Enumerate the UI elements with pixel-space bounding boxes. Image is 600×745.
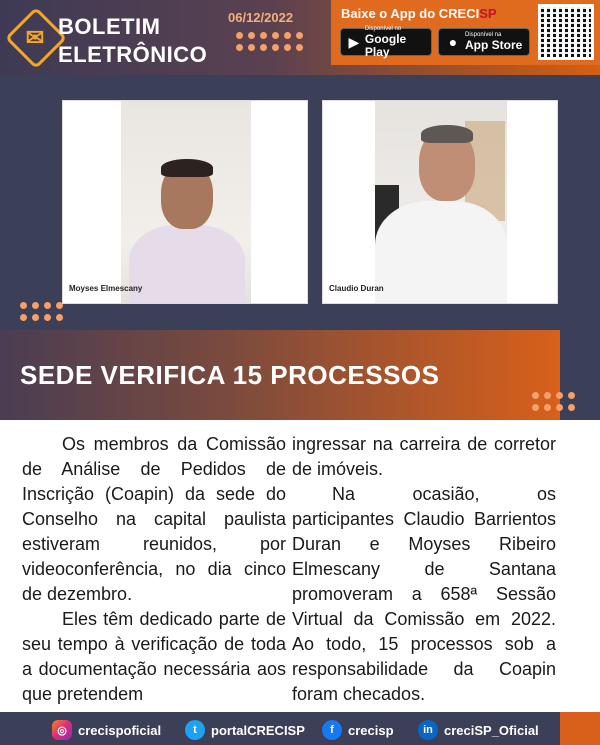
apple-icon: ● <box>448 34 458 50</box>
facebook-link[interactable] <box>322 719 394 741</box>
article-headline: SEDE VERIFICA 15 PROCESSOS <box>20 360 440 390</box>
linkedin-icon: in <box>418 720 438 740</box>
app-brand: CRECI <box>438 6 480 21</box>
video-call-photo-2 <box>322 100 558 304</box>
linkedin-link[interactable] <box>418 719 539 741</box>
qr-code[interactable] <box>538 4 594 60</box>
twitter-handle: portalCRECISP <box>211 722 305 738</box>
instagram-link[interactable] <box>52 719 161 741</box>
facebook-handle: crecisp <box>348 722 394 738</box>
google-play-icon: ▶ <box>348 33 360 50</box>
camera-frame <box>375 101 507 303</box>
twitter-icon: t <box>185 720 205 740</box>
newsletter-icon-glyph: ✉ <box>25 25 45 50</box>
article-paragraph: Os membros da Comissão de Análise de Pedidos de Inscrição (Coapin) da sede do Conselho na capital paulista estiveram reunidos, por videoconferência, no dia cinco de dezembro. <box>22 434 286 604</box>
article-body <box>20 430 580 708</box>
app-store-button[interactable] <box>438 28 530 56</box>
app-store-label: App Store <box>465 38 523 52</box>
app-prompt: Baixe o App do <box>341 6 439 21</box>
article-paragraph: Na ocasião, os participantes Claudio Barrientos Duran e Moyses Ribeiro Elmescany de Santana promoveram a 658ª Sessão Virtual da Comissão em 2022. Ao todo, 15 processos sob a responsabilidade da Coapin foram checados. <box>292 484 556 704</box>
newsletter-title-line1: BOLETIM <box>58 14 161 39</box>
decorative-dots <box>20 302 63 321</box>
video-call-photo-1 <box>62 100 308 304</box>
app-download-text <box>341 6 497 21</box>
newsletter-title-line2: ELETRÔNICO <box>58 42 208 67</box>
article-paragraph: Eles têm dedicado parte de seu tempo à verificação de toda a documentação necessária aos que pretendem <box>22 609 286 704</box>
article-column-left <box>22 432 286 707</box>
decorative-dots <box>236 32 303 51</box>
google-play-small-label: Disponível no <box>364 25 402 32</box>
issue-date: 06/12/2022 <box>228 10 294 25</box>
google-play-label: Google Play <box>364 31 407 59</box>
app-store-small-label: Disponível na <box>465 32 502 38</box>
google-play-button[interactable] <box>340 25 432 59</box>
participant-name: Claudio Duran <box>329 284 384 293</box>
instagram-handle: crecispoficial <box>78 722 162 738</box>
app-brand-suffix: SP <box>479 6 497 21</box>
participant-name: Moyses Elmescany <box>69 284 143 293</box>
article-column-right <box>292 432 556 707</box>
linkedin-handle: creciSP_Oficial <box>444 722 539 738</box>
instagram-icon: ◎ <box>52 720 72 740</box>
decorative-dots <box>532 392 575 411</box>
camera-frame <box>121 101 251 303</box>
facebook-icon: f <box>322 720 342 740</box>
twitter-link[interactable] <box>185 719 305 741</box>
article-paragraph-continuation: ingressar na carreira de corretor de imóveis. <box>292 434 556 479</box>
